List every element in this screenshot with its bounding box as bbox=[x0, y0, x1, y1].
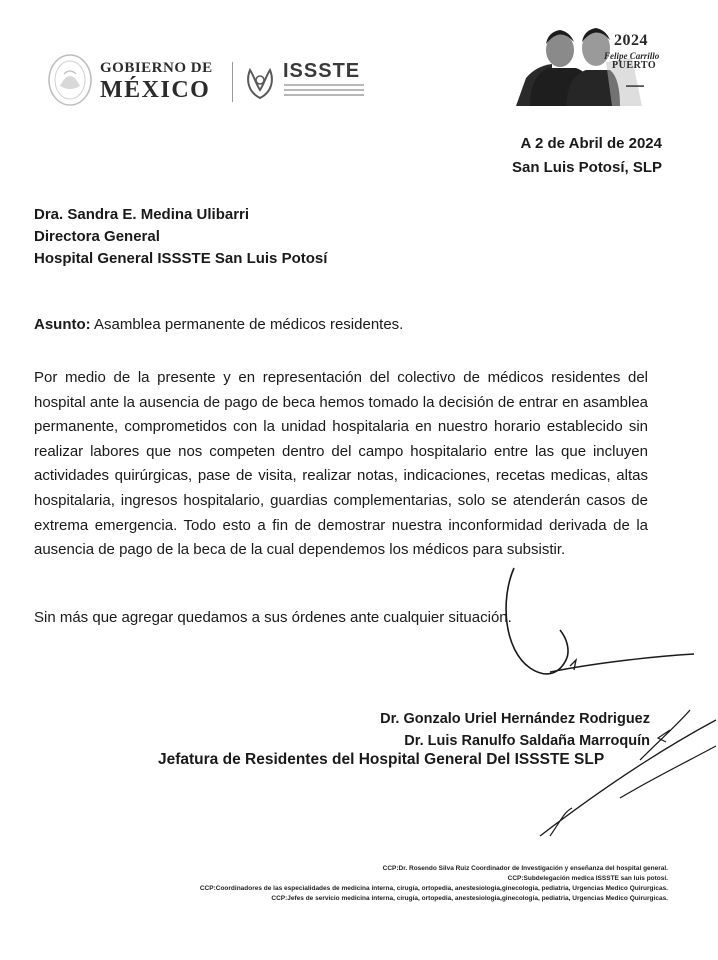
badge-surname: PUERTO bbox=[612, 60, 657, 71]
ccp-line: CCP:Subdelegación medica ISSSTE san luis potosí. bbox=[507, 875, 668, 882]
ccp-block bbox=[200, 864, 668, 904]
badge-year: 2024 bbox=[614, 32, 648, 49]
place-line: San Luis Potosí, SLP bbox=[511, 159, 662, 176]
subject-line bbox=[34, 316, 403, 333]
recipient-title: Directora General bbox=[34, 228, 160, 245]
issste-hands-icon bbox=[242, 62, 278, 102]
date-line: A 2 de Abril de 2024 bbox=[520, 135, 662, 152]
issste-logo-text: ISSSTE bbox=[283, 60, 361, 82]
ccp-line: CCP:Jefes de servicio medicina interna, cirugía, ortopedia, anestesiologia,ginecología, pediatria, Urgencias Medico Quirurgicas. bbox=[271, 895, 668, 902]
badge-footer-mark: ▬▬▬ bbox=[626, 83, 644, 89]
subject-label: Asunto: bbox=[34, 316, 91, 333]
signer-2: Dr. Luis Ranulfo Saldaña Marroquín bbox=[404, 733, 650, 749]
gobierno-line1: GOBIERNO DE bbox=[100, 60, 213, 76]
date-block bbox=[512, 132, 662, 180]
issste-subtitle-lines bbox=[284, 84, 364, 99]
recipient-block bbox=[34, 204, 327, 270]
handwritten-signature-icon bbox=[490, 560, 718, 850]
letter-body bbox=[34, 366, 648, 563]
ccp-line: CCP:Dr. Rosendo Silva Ruiz Coordinador de Investigación y enseñanza del hospital general. bbox=[382, 865, 668, 872]
gobierno-logo-text bbox=[100, 60, 213, 103]
recipient-institution: Hospital General ISSSTE San Luis Potosí bbox=[34, 250, 328, 267]
gobierno-line2: MÉXICO bbox=[100, 77, 211, 103]
logo-divider bbox=[232, 62, 233, 102]
department-line: Jefatura de Residentes del Hospital General Del ISSSTE SLP bbox=[158, 751, 605, 768]
mexico-seal-icon bbox=[46, 52, 94, 108]
ccp-line: CCP:Coordinadores de las especialidades de medicina interna, cirugía, ortopedia, anestesiologia,ginecología, pediatria, Urgencias Medico Quirurgicas. bbox=[199, 885, 668, 892]
signers-block bbox=[380, 708, 650, 752]
subject-text: Asamblea permanente de médicos residentes. bbox=[90, 316, 404, 333]
closing-line: Sin más que agregar quedamos a sus órdenes ante cualquier situación. bbox=[34, 609, 512, 626]
body-paragraph: Por medio de la presente y en representación del colectivo de médicos residentes del hospital ante la ausencia de pago de beca hemos tomado la decisión de entrar en asamblea permanente, comprometidos con la unidad hospitalaria en nuestro horario establecido sin realizar labores que nos competen dentro del campo hospitalario entre las que incluyen actividades quirúrgicas, pase de visita, realizar notas, indicaciones, recetas medicas, altas hospitalaria, ingresos hospitalario, guardias complementarias, solo se atenderán casos de extrema emergencia. Todo esto a fin de demostrar nuestra inconformidad derivada de la ausencia de pago de la beca de la cual dependemos los médicos para subsistir. bbox=[34, 369, 648, 559]
badge-name: Felipe Carrillo bbox=[604, 51, 660, 61]
recipient-name: Dra. Sandra E. Medina Ulibarri bbox=[34, 206, 250, 223]
signer-1: Dr. Gonzalo Uriel Hernández Rodriguez bbox=[380, 711, 650, 727]
